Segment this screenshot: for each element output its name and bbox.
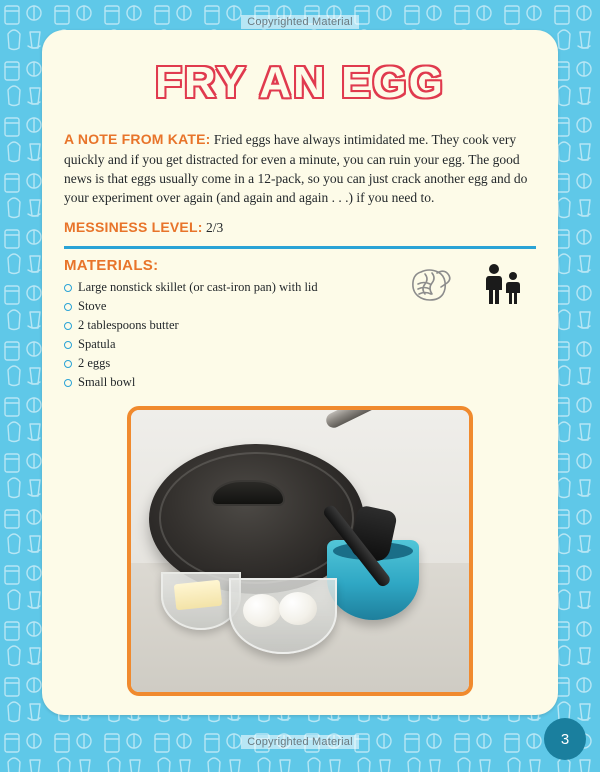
section-divider: [64, 246, 536, 249]
watermark-bottom-text: Copyrighted Material: [241, 735, 359, 749]
recipe-body: [42, 114, 558, 696]
note-text: Fried eggs have always intimidated me. They cook very quickly and if you get distracted for even a minute, you can ruin your egg. The good news is that eggs usually come in a 12-pack, so you can just crack another egg and do your experiment over again (and again and again . . .) if you need to.: [64, 132, 528, 206]
list-item: 2 eggs: [64, 354, 406, 373]
watermark-top-text: Copyrighted Material: [241, 15, 359, 29]
skillet-handle: [324, 406, 446, 430]
page-title: FRY AN EGG: [155, 58, 445, 107]
messiness-value: 2/3: [205, 220, 224, 236]
note-paragraph: [64, 130, 536, 207]
egg: [243, 594, 281, 627]
recipe-card: [42, 30, 558, 715]
lid-handle: [211, 480, 285, 506]
list-item: Large nonstick skillet (or cast-iron pan) with lid: [64, 278, 406, 297]
oven-mitt-icon: [406, 259, 460, 309]
list-item: Small bowl: [64, 373, 406, 392]
adult-supervision-icon: [476, 259, 530, 309]
recipe-photo: [127, 406, 473, 696]
messiness-label: MESSINESS LEVEL:: [64, 219, 203, 236]
materials-list: [64, 278, 406, 392]
lid-rim: [159, 452, 354, 584]
page-number-badge: 3: [544, 718, 586, 760]
list-item: 2 tablespoons butter: [64, 316, 406, 335]
messiness-row: [64, 219, 536, 236]
note-label: A NOTE FROM KATE:: [64, 131, 211, 147]
materials-block: [64, 257, 406, 392]
butter-pat: [174, 580, 222, 611]
watermark-top: [0, 16, 600, 28]
list-item: Spatula: [64, 335, 406, 354]
list-item: Stove: [64, 297, 406, 316]
materials-label: MATERIALS:: [64, 257, 159, 275]
materials-section: [64, 257, 536, 392]
egg: [279, 592, 317, 625]
safety-icons: [406, 257, 536, 309]
watermark-bottom: [0, 736, 600, 748]
photo-scene: [131, 410, 469, 692]
